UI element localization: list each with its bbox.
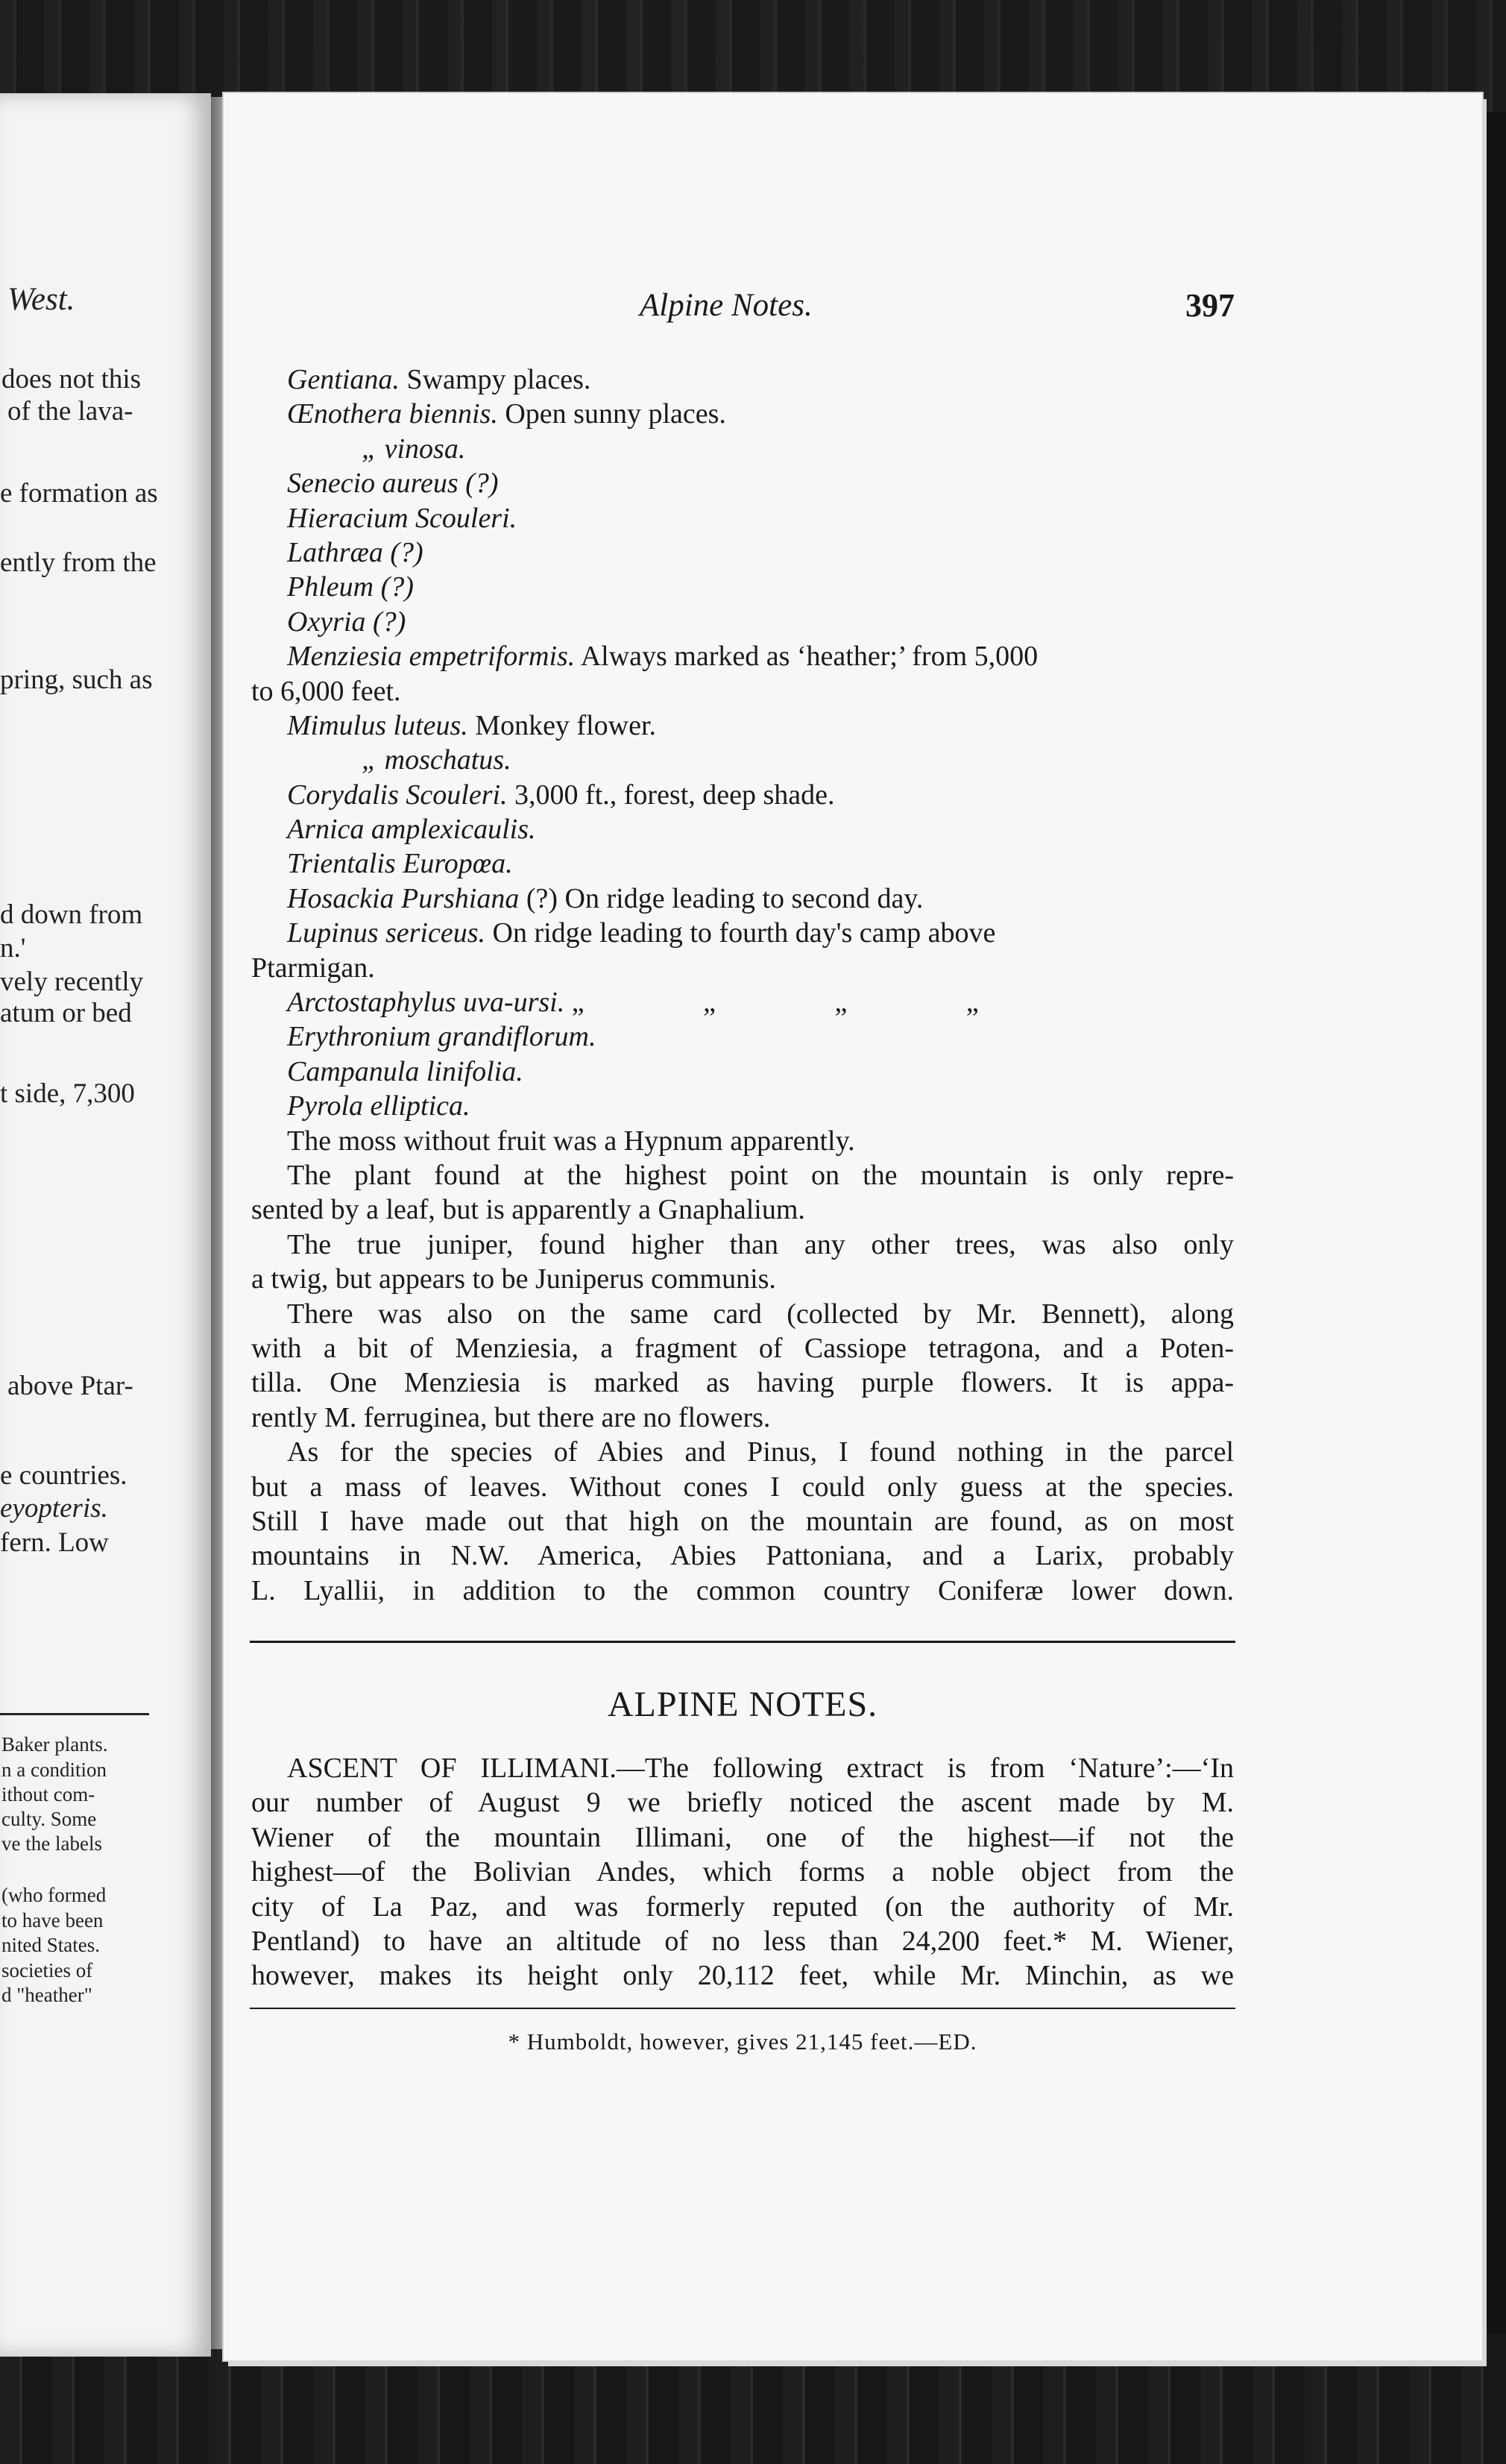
list-item — [251, 674, 1234, 708]
body-line: rently M. ferruginea, but there are no flowers. — [251, 1401, 771, 1433]
facing-line: above Ptar- — [7, 1371, 133, 1401]
plant-note: Ptarmigan. — [251, 952, 375, 984]
facing-footnote-line: Baker plants. — [1, 1733, 108, 1756]
list-item — [251, 362, 1234, 397]
facing-footnote-line: n a condition — [1, 1759, 107, 1781]
plant-list — [251, 362, 1234, 1608]
body-line: our number of August 9 we briefly noticed the ascent made by M. — [251, 1787, 1234, 1819]
list-item — [251, 951, 1234, 985]
footnote: * Humboldt, however, gives 21,145 feet.—ED. — [508, 2028, 977, 2055]
body-line: As for the species of Abies and Pinus, I found nothing in the parcel — [287, 1436, 1234, 1468]
facing-line: of the lava- — [7, 396, 133, 427]
plant-name: Menziesia empetriformis. — [287, 641, 576, 673]
list-item — [251, 1055, 1234, 1089]
footnote-rule — [250, 2008, 1235, 2009]
list-item — [251, 778, 1234, 812]
plant-note: On ridge leading to fourth day's camp above — [492, 917, 996, 949]
plant-name: Arnica amplexicaulis. — [287, 814, 536, 846]
body-line: mountains in N.W. America, Abies Pattoniana, and a Larix, probably — [251, 1540, 1234, 1572]
body-line: Still I have made out that high on the mountain are found, as on most — [251, 1505, 1234, 1537]
list-item — [251, 639, 1234, 673]
plant-name: Lathræa (?) — [287, 536, 423, 568]
facing-line: ently from the — [0, 547, 157, 578]
body-line: city of La Paz, and was formerly reputed (on the authority of Mr. — [251, 1891, 1234, 1923]
facing-footnote-line: d "heather" — [1, 1984, 92, 2006]
facing-page — [0, 93, 211, 2357]
list-item — [251, 985, 1234, 1019]
facing-line: fern. Low — [0, 1527, 109, 1558]
plant-name: Gentiana. — [287, 364, 400, 395]
plant-note: „ „ „ „ — [571, 987, 979, 1019]
body-line: ASCENT OF ILLIMANI.—The following extract is from ‘Nature’:—‘In — [287, 1753, 1234, 1784]
list-item — [251, 605, 1234, 639]
plant-name: Phleum (?) — [287, 571, 414, 603]
plant-name: Œnothera biennis. — [287, 398, 498, 430]
list-item — [251, 432, 1234, 466]
plant-name: Erythronium grandiflorum. — [287, 1021, 596, 1053]
facing-footnote-rule — [0, 1713, 149, 1715]
list-item — [251, 743, 1234, 777]
list-item — [251, 1089, 1234, 1123]
body-line: but a mass of leaves. Without cones I could only guess at the species. — [251, 1471, 1234, 1503]
facing-line: e countries. — [0, 1460, 127, 1491]
facing-line: does not this — [1, 364, 142, 395]
facing-footnote-line: to have been — [1, 1909, 104, 1932]
section-divider — [250, 1641, 1235, 1643]
facing-line: pring, such as — [0, 664, 153, 695]
body-line: tilla. One Menziesia is marked as having purple flowers. It is appa- — [251, 1367, 1234, 1399]
body-line: with a bit of Menziesia, a fragment of Cassiope tetragona, and a Poten- — [251, 1332, 1234, 1364]
facing-line: vely recently — [0, 967, 144, 997]
facing-page-header: West. — [7, 282, 75, 317]
body-line: sented by a leaf, but is apparently a Gnaphalium. — [251, 1194, 805, 1226]
list-item — [251, 1019, 1234, 1054]
plant-note: Open sunny places. — [505, 398, 726, 430]
plant-name: Hosackia Purshiana — [287, 882, 520, 914]
facing-footnote-line: ve the labels — [1, 1832, 102, 1855]
body-line: There was also on the same card (collected by Mr. Bennett), along — [287, 1298, 1234, 1330]
list-item — [251, 397, 1234, 431]
facing-line: atum or bed — [0, 998, 132, 1028]
plant-name: Mimulus luteus. — [287, 709, 468, 741]
body-line: however, makes its height only 20,112 feet, while Mr. Minchin, as we — [251, 1960, 1234, 1992]
page-number: 397 — [1185, 287, 1235, 324]
plant-note: Always marked as ‘heather;’ from 5,000 — [580, 641, 1039, 673]
list-item — [251, 570, 1234, 604]
plant-note: (?) On ridge leading to second day. — [526, 882, 924, 914]
list-item — [251, 466, 1234, 500]
body-line: The true juniper, found higher than any other trees, was also only — [287, 1228, 1234, 1260]
plant-name: „ moschatus. — [362, 744, 511, 776]
facing-footnote-line: ithout com- — [1, 1783, 95, 1805]
facing-line: n.' — [0, 933, 26, 964]
facing-line: d down from — [0, 899, 143, 930]
plant-name: Senecio aureus (?) — [287, 468, 499, 500]
facing-footnote-line: (who formed — [1, 1884, 107, 1906]
facing-line: t side, 7,300 — [0, 1078, 135, 1109]
plant-name: Pyrola elliptica. — [287, 1090, 470, 1122]
list-item — [251, 812, 1234, 846]
list-item — [251, 881, 1234, 916]
body-line: L. Lyallii, in addition to the common country Coniferæ lower down. — [251, 1574, 1234, 1606]
body-line: The moss without fruit was a Hypnum apparently. — [287, 1125, 855, 1157]
plant-name: Trientalis Europœa. — [287, 848, 513, 880]
section-body — [251, 1751, 1234, 1993]
plant-name: Arctostaphylus uva-ursi. — [287, 987, 565, 1019]
plant-name: „ vinosa. — [362, 433, 466, 465]
body-line: highest—of the Bolivian Andes, which forms a noble object from the — [251, 1856, 1234, 1888]
running-title: Alpine Notes. — [640, 288, 813, 323]
plant-note: Swampy places. — [406, 364, 591, 395]
body-line: a twig, but appears to be Juniperus communis. — [251, 1263, 776, 1295]
facing-footnote-line: culty. Some — [1, 1808, 97, 1830]
plant-name: Oxyria (?) — [287, 606, 406, 638]
facing-footnote-line: societies of — [1, 1959, 93, 1981]
section-title: ALPINE NOTES. — [607, 1685, 878, 1724]
plant-name: Campanula linifolia. — [287, 1055, 523, 1087]
body-line: The plant found at the highest point on the mountain is only repre- — [287, 1159, 1234, 1191]
list-item — [251, 501, 1234, 535]
list-item — [251, 708, 1234, 743]
plant-note: Monkey flower. — [475, 709, 657, 741]
plant-name: Corydalis Scouleri. — [287, 779, 508, 811]
list-item — [251, 846, 1234, 881]
list-item — [251, 916, 1234, 950]
list-item — [251, 535, 1234, 570]
body-line: Wiener of the mountain Illimani, one of the highest—if not the — [251, 1821, 1234, 1853]
plant-name: Hieracium Scouleri. — [287, 502, 517, 534]
plant-note: 3,000 ft., forest, deep shade. — [514, 779, 835, 811]
facing-footnote-line: nited States. — [1, 1934, 100, 1956]
plant-note: to 6,000 feet. — [251, 675, 401, 707]
plant-name: Lupinus sericeus. — [287, 917, 485, 949]
facing-line: eyopteris. — [0, 1493, 108, 1524]
body-line: Pentland) to have an altitude of no less than 24,200 feet.* M. Wiener, — [251, 1925, 1234, 1957]
facing-line: e formation as — [0, 478, 158, 509]
